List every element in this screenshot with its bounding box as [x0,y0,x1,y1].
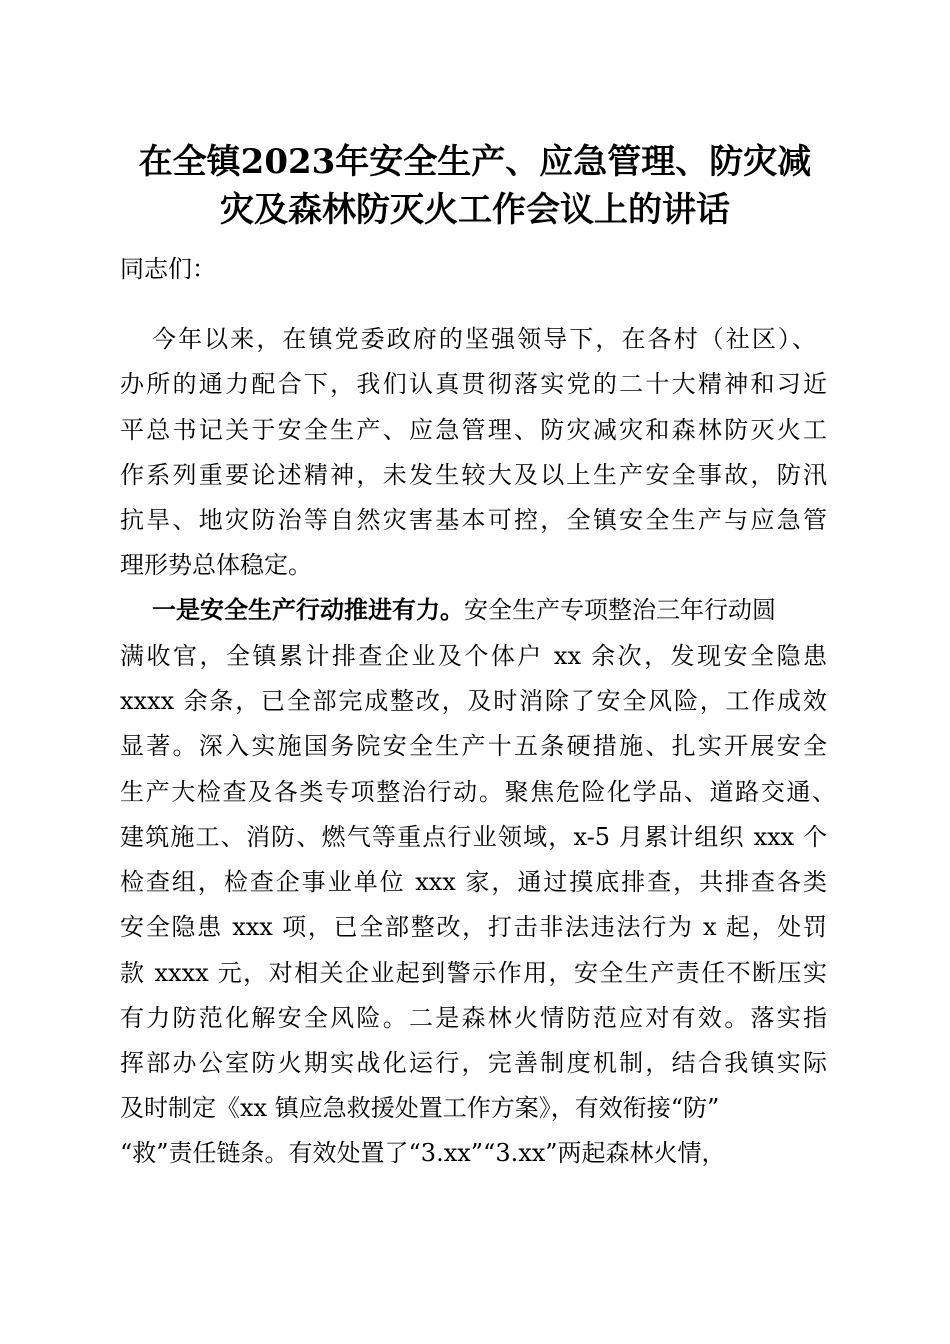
paragraph-2-first-line [152,594,776,626]
paragraph-2-line: 生产大检查及各类专项整治行动。聚焦危险化学品、道路交通、 [120,778,836,806]
paragraph-1-line: 办所的通力配合下，我们认真贯彻落实党的二十大精神和习近 [120,370,827,398]
paragraph-1-line: 今年以来，在镇党委政府的坚强领导下，在各村（社区）、 [152,325,816,353]
document-title-line-1: 在全镇2023年安全生产、应急管理、防灾减 [138,142,812,182]
paragraph-1-line: 作系列重要论述精神，未发生较大及以上生产安全事故，防汛 [120,461,827,489]
document-title-line-2: 灾及森林防灭火工作会议上的讲话 [220,190,730,230]
paragraph-2-line: 有力防范化解安全风险。二是森林火情防范应对有效。落实指 [120,1004,827,1032]
paragraph-1-line: 平总书记关于安全生产、应急管理、防灾减灾和森林防灭火工 [120,416,827,444]
paragraph-2-line: 挥部办公室防火期实战化运行，完善制度机制，结合我镇实际 [120,1049,827,1077]
paragraph-1-line: 抗旱、地灾防治等自然灾害基本可控，全镇安全生产与应急管 [120,506,827,534]
paragraph-2-heading: 一是安全生产行动推进有力。 [152,595,464,624]
paragraph-1-line: 理形势总体稳定。 [120,551,312,579]
paragraph-2-line: 安全隐患 xxx 项，已全部整改，打击非法违法行为 x 起，处罚 [120,913,827,941]
paragraph-2-line: 及时制定《xx 镇应急救援处置工作方案》，有效衔接“防” [120,1094,720,1122]
paragraph-2-line: xxxx 余条，已全部完成整改，及时消除了安全风险，工作成效 [120,687,827,715]
paragraph-2-line: 显著。深入实施国务院安全生产十五条硬措施、扎实开展安全 [120,732,827,760]
paragraph-2-line: “救”责任链条。有效处置了“3.xx”“3.xx”两起森林火情， [120,1139,726,1167]
salutation: 同志们： [120,255,216,283]
paragraph-2-line: 检查组，检查企事业单位 xxx 家，通过摸底排查，共排查各类 [120,868,827,896]
paragraph-2-line: 款 xxxx 元，对相关企业起到警示作用，安全生产责任不断压实 [120,959,827,987]
paragraph-2-line: 安全生产专项整治三年行动圆 [464,596,776,624]
paragraph-2-line: 满收官，全镇累计排查企业及个体户 xx 余次，发现安全隐患 [120,642,827,670]
paragraph-2-line: 建筑施工、消防、燃气等重点行业领域，x-5 月累计组织 xxx 个 [120,823,827,851]
